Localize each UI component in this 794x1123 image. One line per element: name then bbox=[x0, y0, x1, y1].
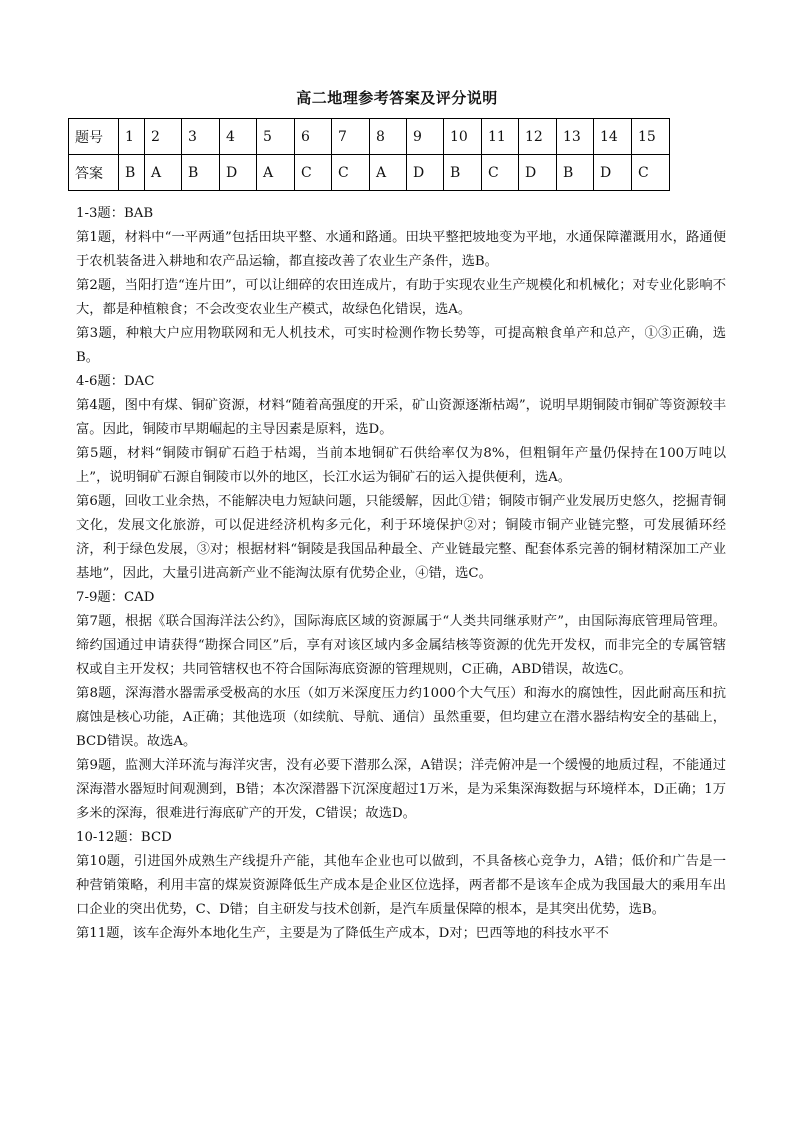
answer-cell: D bbox=[407, 155, 444, 191]
question-number-cell: 2 bbox=[145, 119, 182, 155]
question-number-cell: 12 bbox=[519, 119, 557, 155]
explanation-body bbox=[76, 202, 726, 946]
answer-cell: A bbox=[257, 155, 295, 191]
answer-cell: B bbox=[557, 155, 594, 191]
answer-cell: D bbox=[594, 155, 632, 191]
explanation-q6: 第6题，回收工业余热，不能解决电力短缺问题，只能缓解，因此①错；铜陵市铜产业发展历史悠久，挖掘青铜文化，发展文化旅游，可以促进经济机构多元化，利于环境保护②对；铜陵市铜产业链完整，可发展循环经济，利于绿色发展，③对；根据材料“铜陵是我国品种最全、产业链最完整、配套体系完善的铜材精深加工产业基地”，因此，大量引进高新产业不能淘汰原有优势企业，④错，选C。 bbox=[76, 494, 726, 581]
answer-cell: C bbox=[295, 155, 332, 191]
answer-cell: A bbox=[370, 155, 407, 191]
question-number-cell: 4 bbox=[220, 119, 257, 155]
answer-cell: B bbox=[444, 155, 482, 191]
answer-cell: C bbox=[632, 155, 670, 191]
answer-cell: D bbox=[220, 155, 257, 191]
explanation-q5: 第5题，材料“铜陵市铜矿石趋于枯竭，当前本地铜矿石供给率仅为8%，但粗铜年产量仍保持在100万吨以上”，说明铜矿石源自铜陵市以外的地区，长江水运为铜矿石的运入提供便利，选A。 bbox=[76, 446, 726, 485]
answer-row bbox=[69, 155, 670, 191]
question-number-cell: 6 bbox=[295, 119, 332, 155]
explanation-q1: 第1题，材料中“一平两通”包括田块平整、水通和路通。田块平整把坡地变为平地，水通保障灌溉用水，路通便于农机装备进入耕地和农产品运输，都直接改善了农业生产条件，选B。 bbox=[76, 230, 726, 269]
question-number-cell: 5 bbox=[257, 119, 295, 155]
answer-cell: A bbox=[145, 155, 182, 191]
question-number-cell: 15 bbox=[632, 119, 670, 155]
explanation-q4: 第4题，图中有煤、铜矿资源，材料“随着高强度的开采，矿山资源逐渐枯竭”，说明早期铜陵市铜矿等资源较丰富。因此，铜陵市早期崛起的主导因素是原料，选D。 bbox=[76, 398, 726, 437]
explanation-q8: 第8题，深海潜水器需承受极高的水压（如万米深度压力约1000个大气压）和海水的腐蚀性，因此耐高压和抗腐蚀是核心功能，A正确；其他选项（如续航、导航、通信）虽然重要，但均建立在潜水器结构安全的基础上，BCD错误。故选A。 bbox=[76, 686, 726, 749]
question-number-cell: 14 bbox=[594, 119, 632, 155]
explanation-q7: 第7题，根据《联合国海洋法公约》，国际海底区域的资源属于“人类共同继承财产”，由国际海底管理局管理。缔约国通过申请获得“勘探合同区”后，享有对该区域内多金属结核等资源的优先开发权，而非完全的专属管辖权或自主开发权；共同管辖权也不符合国际海底资源的管理规则，C正确，ABD错误，故选C。 bbox=[76, 614, 726, 677]
question-number-cell: 8 bbox=[370, 119, 407, 155]
group-heading-1-3: 1-3题：BAB bbox=[76, 206, 154, 221]
group-heading-4-6: 4-6题：DAC bbox=[76, 374, 155, 389]
answer-cell: B bbox=[119, 155, 145, 191]
question-number-cell: 1 bbox=[119, 119, 145, 155]
group-heading-7-9: 7-9题：CAD bbox=[76, 590, 155, 605]
answer-cell: B bbox=[182, 155, 220, 191]
question-number-cell: 7 bbox=[332, 119, 370, 155]
question-number-cell: 9 bbox=[407, 119, 444, 155]
answer-table bbox=[68, 118, 670, 191]
page-title: 高二地理参考答案及评分说明 bbox=[296, 89, 498, 107]
explanation-q10: 第10题，引进国外成熟生产线提升产能，其他车企业也可以做到，不具备核心竞争力，A错；低价和广告是一种营销策略，利用丰富的煤炭资源降低生产成本是企业区位选择，两者都不是该车企成为我国最大的乘用车出口企业的突出优势，C、D错；自主研发与技术创新，是汽车质量保障的根本，是其突出优势，选B。 bbox=[76, 854, 726, 917]
question-number-cell: 10 bbox=[444, 119, 482, 155]
answer-cell: C bbox=[332, 155, 370, 191]
question-number-cell: 13 bbox=[557, 119, 594, 155]
answer-cell: D bbox=[519, 155, 557, 191]
explanation-q9: 第9题，监测大洋环流与海洋灾害，没有必要下潜那么深，A错误；洋壳俯冲是一个缓慢的地质过程，不能通过深海潜水器短时间观测到，B错；本次深潜器下沉深度超过1万米，是为采集深海数据与环境样本，D正确；1万多米的深海，很难进行海底矿产的开发，C错误；故选D。 bbox=[76, 758, 726, 821]
question-number-row bbox=[69, 119, 670, 155]
question-number-cell: 3 bbox=[182, 119, 220, 155]
explanation-q2: 第2题，当阳打造“连片田”，可以让细碎的农田连成片，有助于实现农业生产规模化和机械化；对专业化影响不大，都是种植粮食；不会改变农业生产模式，故绿色化错误，选A。 bbox=[76, 278, 726, 317]
question-number-cell: 11 bbox=[482, 119, 519, 155]
answer-cell: C bbox=[482, 155, 519, 191]
row-header-number: 题号 bbox=[69, 119, 119, 155]
group-heading-10-12: 10-12题：BCD bbox=[76, 830, 172, 845]
row-header-answer: 答案 bbox=[69, 155, 119, 191]
explanation-q3: 第3题，种粮大户应用物联网和无人机技术，可实时检测作物长势等，可提高粮食单产和总产，①③正确，选B。 bbox=[76, 326, 726, 365]
explanation-q11: 第11题，该车企海外本地化生产，主要是为了降低生产成本，D对；巴西等地的科技水平不 bbox=[76, 926, 609, 941]
